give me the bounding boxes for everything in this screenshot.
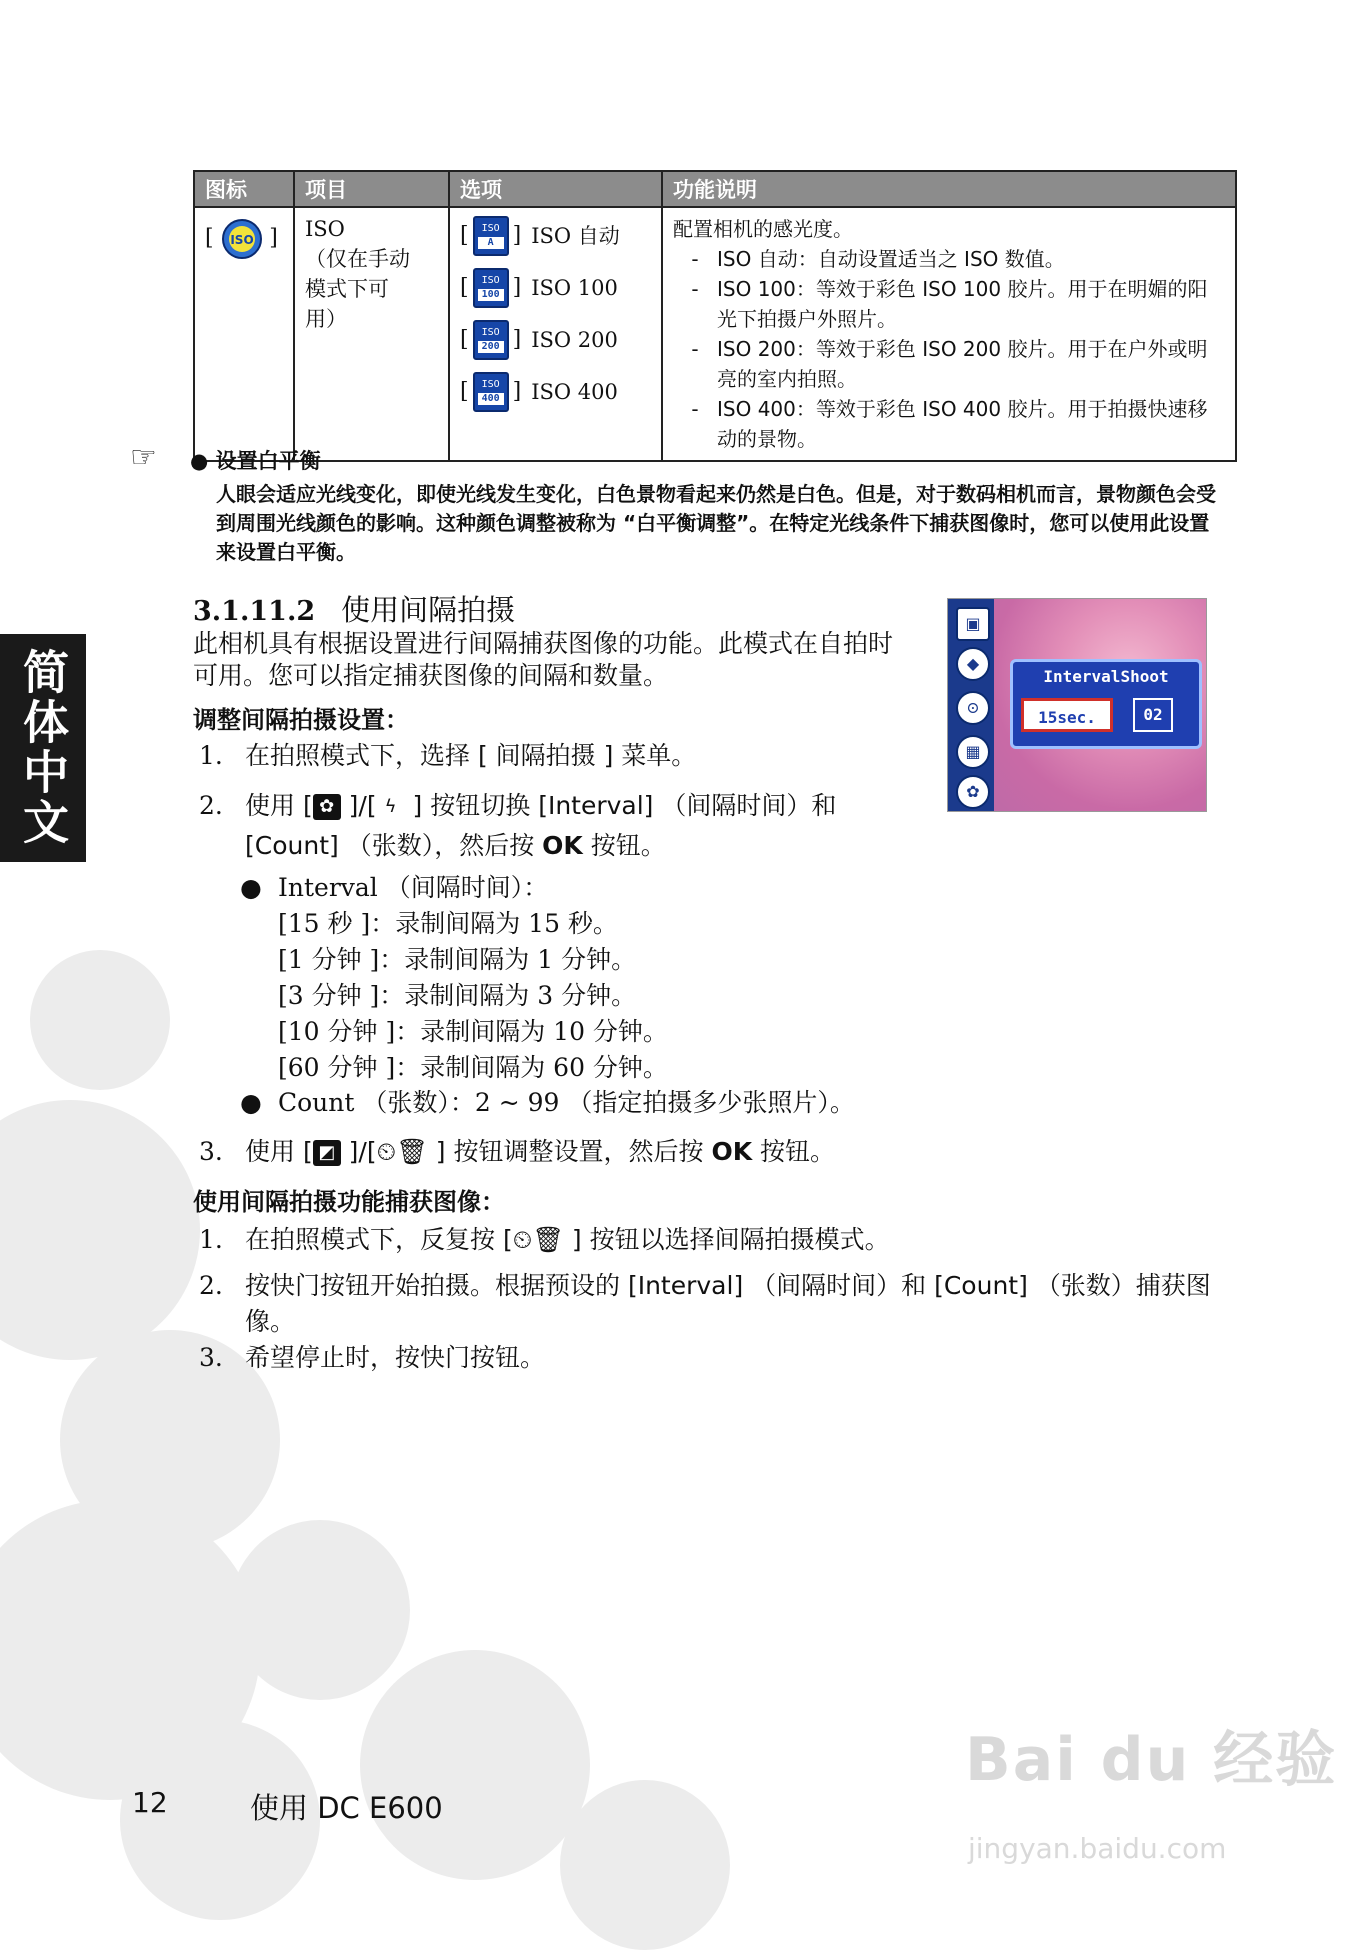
option-label: ISO 100 xyxy=(531,276,618,300)
iso-table xyxy=(193,170,1237,462)
adjust-heading: 调整间隔拍摄设置： xyxy=(193,706,409,734)
camera-menu-icon: ◆ xyxy=(956,647,990,681)
item-line: 用） xyxy=(305,307,347,331)
flash-icon: ϟ xyxy=(377,794,405,820)
item-line: （仅在手动 xyxy=(305,247,410,271)
description-item: - ISO 400：等效于彩色 ISO 400 胶片。用于拍摄快速移动的景物。 xyxy=(673,394,1225,454)
exposure-icon: ◩ xyxy=(313,1140,341,1166)
option-iso-100: [ ISO 100 ] ISO 100 xyxy=(460,262,651,314)
capture-step-2: 2. 按快门按钮开始拍摄。根据预设的 [Interval] （间隔时间）和 [Count] （张数）捕获图像。 xyxy=(199,1268,1229,1340)
interval-shoot-panel xyxy=(1010,659,1202,749)
description-intro: 配置相机的感光度。 xyxy=(673,217,853,241)
description-item: - ISO 100：等效于彩色 ISO 100 胶片。用于在明媚的阳光下拍摄户外照片。 xyxy=(673,274,1225,334)
language-side-tab: 简体中文 xyxy=(0,634,86,862)
option-label: ISO 400 xyxy=(531,380,618,404)
option-label: ISO 200 xyxy=(531,328,618,352)
step-text: 按钮。 xyxy=(582,831,666,860)
baidu-watermark-logo: Bai du 经验 xyxy=(965,1725,1338,1795)
interval-value-box[interactable]: 15sec. xyxy=(1021,698,1113,732)
step-text: ]/[ xyxy=(340,791,377,820)
header-item: 项目 xyxy=(294,171,449,207)
step-text: 使用 [ xyxy=(245,791,313,820)
iso-auto-icon: ISO A xyxy=(473,216,509,256)
step-1-text: 在拍照模式下，选择 [ 间隔拍摄 ] 菜单。 xyxy=(245,741,697,770)
step-text: ] 按钮切换 [Interval] （间隔时间）和 xyxy=(404,791,837,820)
camera-menu-icon: ▦ xyxy=(956,735,990,769)
item-line: ISO xyxy=(305,217,345,241)
camera-menu-icon: ✿ xyxy=(956,775,990,809)
step-text: 按快门按钮开始拍摄。根据预设的 [Interval] （间隔时间）和 [Count] （张数）捕获图像。 xyxy=(245,1271,1211,1336)
note-title: ● 设置白平衡 xyxy=(190,449,321,473)
panel-title: IntervalShoot xyxy=(1043,667,1169,686)
step-1: 1. 在拍照模式下，选择 [ 间隔拍摄 ] 菜单。 xyxy=(199,741,697,770)
interval-item: [60 分钟 ]：录制间隔为 60 分钟。 xyxy=(278,1053,668,1082)
step-text: [Count] （张数），然后按 xyxy=(245,831,543,860)
icon-cell: [ ISO ] xyxy=(194,207,294,461)
item-cell xyxy=(294,207,449,461)
step-text: ] 按钮调整设置，然后按 xyxy=(427,1137,712,1166)
step-2: 2. 使用 [ ✿ ]/[ ϟ ] 按钮切换 [Interval] （间隔时间）和 [Count] （张数），然后按 OK 按钮。 xyxy=(199,791,837,860)
note-title-text: 设置白平衡 xyxy=(215,449,321,473)
description-text: ISO 自动：自动设置适当之 ISO 数值。 xyxy=(717,247,1065,271)
step-text: ] 按钮以选择间隔拍摄模式。 xyxy=(563,1225,890,1254)
camera-interval-icon: ⊙ xyxy=(956,691,990,725)
iso-100-icon: ISO 100 xyxy=(473,268,509,308)
description-text: ISO 100：等效于彩色 ISO 100 胶片。用于在明媚的阳光下拍摄户外照片。 xyxy=(717,277,1208,331)
description-text: ISO 400：等效于彩色 ISO 400 胶片。用于拍摄快速移动的景物。 xyxy=(717,397,1208,451)
ok-label: OK xyxy=(542,831,583,860)
baidu-watermark-url: jingyan.baidu.com xyxy=(968,1832,1227,1865)
step-3: 3. 使用 [ ◩ ]/[⏲🗑 ] 按钮调整设置，然后按 OK 按钮。 xyxy=(199,1137,836,1166)
note-body: 人眼会适应光线变化，即使光线发生变化，白色景物看起来仍然是白色。但是，对于数码相机而言，景物颜色会受到周围光线颜色的影响。这种颜色调整被称为 “白平衡调整”。在特定光线条件下捕获图像时，您可以使用此设置来设置白平衡。 xyxy=(216,482,1216,564)
header-options: 选项 xyxy=(449,171,662,207)
description-text: ISO 200：等效于彩色 ISO 200 胶片。用于在户外或明亮的室内拍照。 xyxy=(717,337,1208,391)
ok-label: OK xyxy=(711,1137,753,1166)
capture-heading: 使用间隔拍摄功能捕获图像： xyxy=(193,1188,505,1216)
option-iso-200: [ ISO 200 ] ISO 200 xyxy=(460,314,651,366)
section-heading xyxy=(193,588,515,629)
options-cell xyxy=(449,207,662,461)
option-iso-auto: [ ISO A ] ISO 自动 xyxy=(460,210,651,262)
interval-item: [15 秒 ]：录制间隔为 15 秒。 xyxy=(278,909,618,938)
interval-item: [3 分钟 ]：录制间隔为 3 分钟。 xyxy=(278,981,637,1010)
interval-label: Interval （间隔时间）： xyxy=(278,873,549,902)
section-number: 3.1.11.2 xyxy=(193,596,316,627)
count-bullet: ● Count （张数）：2 ~ 99 （指定拍摄多少张照片）。 xyxy=(240,1088,855,1117)
iso-200-icon: ISO 200 xyxy=(473,320,509,360)
tulip-icon: ✿ xyxy=(313,794,341,820)
item-line: 模式下可 xyxy=(305,277,389,301)
step-text: 在拍照模式下，反复按 [ xyxy=(245,1225,513,1254)
count-value-box[interactable]: 02 xyxy=(1133,698,1173,732)
capture-step-1: 1. 在拍照模式下，反复按 [⏲🗑 ] 按钮以选择间隔拍摄模式。 xyxy=(199,1225,890,1254)
selftimer-delete-icon: ⏲🗑 xyxy=(512,1225,564,1254)
iso-icon xyxy=(221,218,263,260)
section-intro: 此相机具有根据设置进行间隔捕获图像的功能。此模式在自拍时可用。您可以指定捕获图像的间隔和数量。 xyxy=(193,629,894,690)
description-item: - ISO 自动：自动设置适当之 ISO 数值。 xyxy=(673,244,1225,274)
interval-item: [1 分钟 ]：录制间隔为 1 分钟。 xyxy=(278,945,637,974)
camera-screen xyxy=(947,598,1207,812)
option-label: ISO 自动 xyxy=(531,224,620,248)
pointing-hand-icon: ☞ xyxy=(130,440,157,475)
header-icon: 图标 xyxy=(194,171,294,207)
iso-400-icon: ISO 400 xyxy=(473,372,509,412)
svg-text:ISO: ISO xyxy=(229,233,254,247)
description-item: - ISO 200：等效于彩色 ISO 200 胶片。用于在户外或明亮的室内拍照。 xyxy=(673,334,1225,394)
interval-item: [10 分钟 ]：录制间隔为 10 分钟。 xyxy=(278,1017,668,1046)
interval-list xyxy=(278,906,978,1086)
page-number: 12 xyxy=(132,1786,168,1819)
step-text: 希望停止时，按快门按钮。 xyxy=(245,1343,546,1372)
step-text: 按钮。 xyxy=(752,1137,836,1166)
section-title: 使用间隔拍摄 xyxy=(341,593,516,627)
selftimer-delete-icon: ⏲🗑 xyxy=(376,1137,428,1166)
option-iso-400: [ ISO 400 ] ISO 400 xyxy=(460,366,651,418)
interval-bullet: ● Interval （间隔时间）： xyxy=(240,873,549,902)
header-description: 功能说明 xyxy=(662,171,1236,207)
camera-menu-icon: ▣ xyxy=(956,607,990,641)
capture-step-3: 3. 希望停止时，按快门按钮。 xyxy=(199,1343,546,1372)
footer-title: 使用 DC E600 xyxy=(250,1791,443,1825)
count-label: Count （张数）：2 ~ 99 （指定拍摄多少张照片）。 xyxy=(278,1088,855,1117)
step-text: ]/[ xyxy=(340,1137,377,1166)
description-cell xyxy=(662,207,1236,461)
step-text: 使用 [ xyxy=(245,1137,313,1166)
